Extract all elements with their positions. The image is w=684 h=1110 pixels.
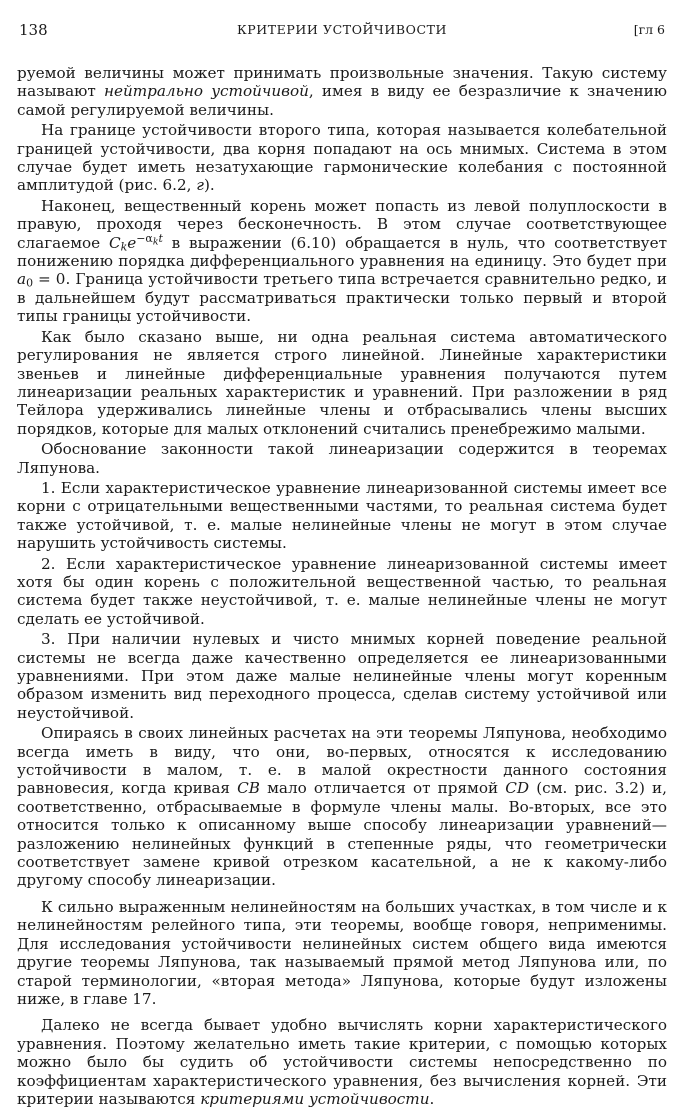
- term-neutral-stability: нейтрально устойчивой: [103, 82, 309, 101]
- formula-a0: a: [17, 270, 27, 289]
- book-page: [17, 0, 668, 1108]
- line-cd: CD: [505, 779, 530, 798]
- running-title: КРИТЕРИИ УСТОЙЧИВОСТИ: [236, 22, 448, 37]
- theorem-1: 1. Если характеристическое уравнение линеаризованной системы имеет все корни с отрицательными вещественными частями, то реальная система будет также устойчивой, т. е. малые нелинейные члены не могут в этом случае нарушить устойчивость системы.: [17, 478, 667, 553]
- curve-cb: CB: [237, 779, 260, 798]
- term-stability-criteria: критериями устойчивости: [200, 1089, 430, 1108]
- paragraph-nonlinearity: Как было сказано выше, ни одна реальная система автоматического регулирования не является строго линейной. Линейные характеристики звеньев и линейные дифференциальные уравнения получаются путем линеаризации реальных характеристик и уравнений. При разложении в ряд Тейлора удерживались линейные члены и отбрасывались члены высших порядков, которые для малых отклонений считались пренебрежимо малыми.: [17, 327, 667, 438]
- running-header: [17, 20, 667, 40]
- theorem-2: 2. Если характеристическое уравнение линеаризованной системы имеет хотя бы один корень с положительной вещественной частью, то реальная система будет также неустойчивой, т. е. малые нелинейные члены не могут сделать ее устойчивой.: [17, 554, 667, 628]
- paragraph-infinite-root: Наконец, вещественный корень может попасть из левой полуплоскости в правую, проходя через бесконечность. В этом случае соответствующее слагаемое $C_ke^{-\alpha_kt}$ в выражении (6.10) обращается в нуль, что соответствует понижению порядка дифференциального уравнения на единицу. Это будет при $a_0 = 0$. Граница устойчивости третьего типа встречается сравнительно редко, и в дальнейшем будут рассматриваться практически только первый и второй типы границы устойчивости.: [17, 196, 668, 326]
- paragraph-stability-criteria: Далеко не всегда бывает удобно вычислять корни характеристического уравнения. Поэтому желательно иметь такие критерии, с помощью которых можно было бы судить об устойчивости системы непосредственно по коэффициентам характеристического уравнения, без вычисления корней. Эти критерии называются критериями устойчивости.: [17, 1016, 667, 1108]
- paragraph-lyapunov-intro: Обоснование законности такой линеаризации содержится в теоремах Ляпунова.: [17, 440, 667, 477]
- page-number: 138: [19, 21, 48, 39]
- paragraph-stability-in-small: Опираясь в своих линейных расчетах на эти теоремы Ляпунова, необходимо всегда иметь в виду, что они, во-первых, относятся к исследованию устойчивости в малом, т. е. в малой окрестности данного состояния равновесия, когда кривая CB мало отличается от прямой CD (см. рис. 3.2) и, соответственно, отбрасываемые в формуле члены малы. Во-вторых, все это относится только к описанному выше способу линеаризации уравнений—разложению нелинейных функций в степенные ряды, что геометрически соответствует замене кривой отрезком касательной, а не к какому-либо другому способу линеаризации.: [17, 724, 667, 890]
- chapter-marker: [гл 6: [633, 22, 665, 37]
- paragraph-oscillatory-boundary: На границе устойчивости второго типа, которая называется колебательной границей устойчивости, два корня попадают на ось мнимых. Система в этом случае будет иметь незатухающие гармонические колебания с постоянной амплитудой (рис. 6.2, г).: [17, 121, 667, 195]
- paragraph-neutral-stability: руемой величины может принимать произвольные значения. Такую систему называют нейтрально устойчивой, имея в виду ее безразличие к значению самой регулируемой величины.: [17, 64, 667, 119]
- formula-term: $C_ke^{-\alpha_kt}$: [108, 231, 163, 254]
- body-text: [17, 64, 667, 1110]
- paragraph-strong-nonlinearity: К сильно выраженным нелинейностям на больших участках, в том числе и к нелинейностям релейного типа, эти теоремы, вообще говоря, неприменимы. Для исследования устойчивости нелинейных систем общего вида имеются другие теоремы Ляпунова, так называемый прямой метод Ляпунова или, по старой терминологии, «вторая метода» Ляпунова, которые будут изложены ниже, в главе 17.: [17, 897, 667, 1008]
- theorem-3: 3. При наличии нулевых и чисто мнимых корней поведение реальной системы не всегда даже качественно определяется ее линеаризованными уравнениями. При этом даже малые нелинейные члены могут коренным образом изменить вид переходного процесса, сделав систему устойчивой или неустойчивой.: [17, 630, 667, 722]
